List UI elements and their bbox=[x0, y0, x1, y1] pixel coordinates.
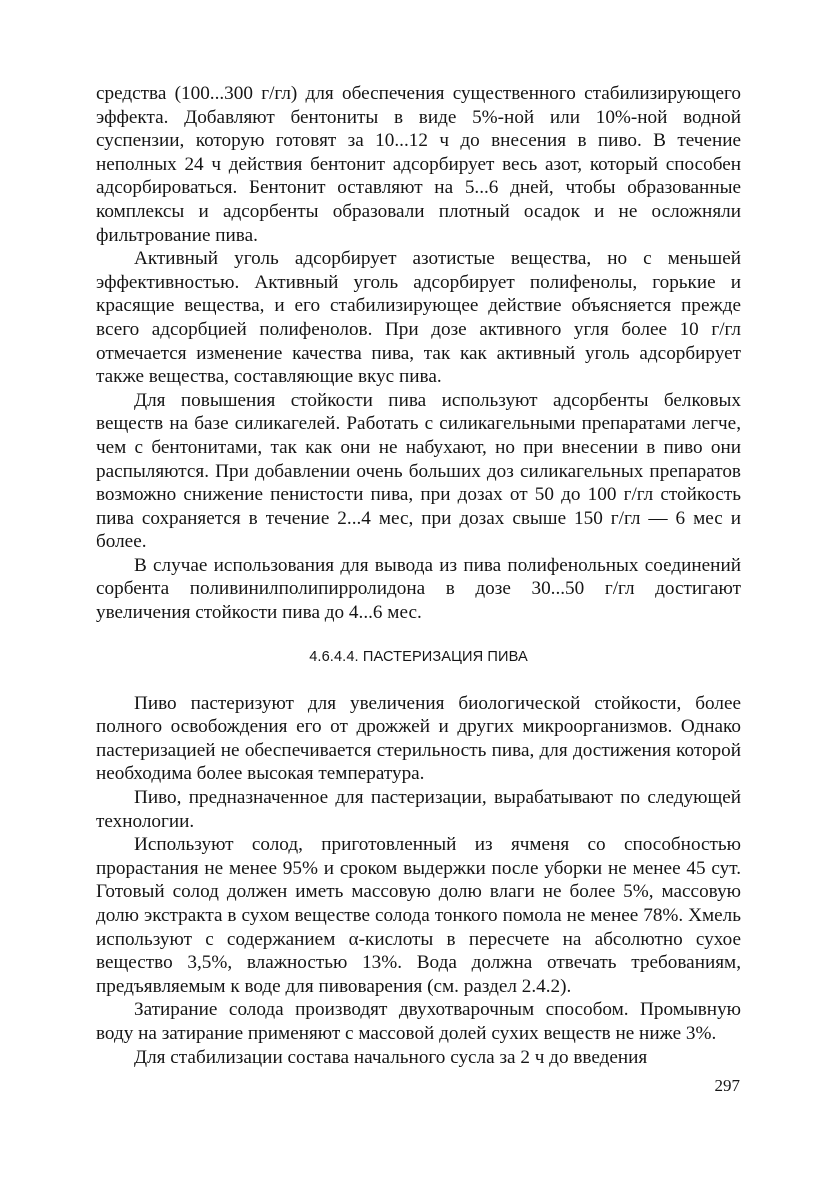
paragraph-wort-stabilization: Для стабилизации состава начального сусла за 2 ч до введения bbox=[134, 1046, 648, 1068]
section-heading: 4.6.4.4. ПАСТЕРИЗАЦИЯ ПИВА bbox=[309, 648, 528, 665]
paragraph-pvpp: В случае использования для вывода из пива полифенольных соединений сорбента поливинилполипирролидона в дозе 30...50 г/гл достигают увеличения стойкости пива до 4...6 мес. bbox=[96, 554, 741, 624]
paragraph-mashing: Затирание солода производят двухотварочным способом. Промывную воду на затирание применяют с массовой долей сухих веществ не ниже 3%. bbox=[96, 999, 741, 1044]
paragraph-bentonite-continued: средства (100...300 г/гл) для обеспечения существенного стабилизирующего эффекта. Добавляют бентониты в виде 5%-ной или 10%-ной водной суспензии, которую готовят за 10...12 ч до внесения в пиво. В течение неполных 24 ч действия бентонит адсорбирует весь азот, который способен адсорбироваться. Бентонит оставляют на 5...6 дней, чтобы образованные комплексы и адсорбенты образовали плотный осадок и не осложняли фильтрование пива. bbox=[96, 83, 741, 246]
paragraph-pasteurization-purpose: Пиво пастеризуют для увеличения биологической стойкости, более полного освобождения его от дрожжей и других микроорганизмов. Однако пастеризацией не обеспечивается стерильность пива, для достижения которой необходима более высокая температура. bbox=[96, 692, 741, 785]
paragraph-pasteurization-technology: Пиво, предназначенное для пастеризации, вырабатывают по следующей технологии. bbox=[96, 787, 741, 832]
paragraph-silica-gel: Для повышения стойкости пива используют адсорбенты белковых веществ на базе силикагелей. Работать с силикагельными препаратами легче, чем с бентонитами, так как они не набухают, но при внесении в пиво они распыляются. При добавлении очень больших доз силикагельных препаратов возможно снижение пенистости пива, при дозах от 50 до 100 г/гл стойкость пива сохраняется в течение 2...4 мес, при дозах свыше 150 г/гл — 6 мес и более. bbox=[96, 389, 741, 553]
paragraph-raw-materials: Используют солод, приготовленный из ячменя со способностью прорастания не менее 95% и сроком выдержки после уборки не менее 45 сут. Готовый солод должен иметь массовую долю влаги не более 5%, массовую долю экстракта в сухом веществе солода тонкого помола не менее 78%. Хмель используют с содержанием α-кислоты в пересчете на абсолютно сухое вещество 3,5%, влажностью 13%. Вода должна отвечать требованиям, предъявляемым к воде для пивоварения (см. раздел 2.4.2). bbox=[96, 834, 741, 997]
page-body bbox=[96, 82, 741, 1069]
paragraph-activated-carbon: Активный уголь адсорбирует азотистые вещества, но с меньшей эффективностью. Активный уголь адсорбирует полифенолы, горькие и красящие вещества, и его стабилизирующее действие объясняется прежде всего адсорбцией полифенолов. При дозе активного угля более 10 г/гл отмечается изменение качества пива, так как активный уголь адсорбирует также вещества, составляющие вкус пива. bbox=[96, 248, 741, 388]
page-number: 297 bbox=[714, 1076, 740, 1095]
